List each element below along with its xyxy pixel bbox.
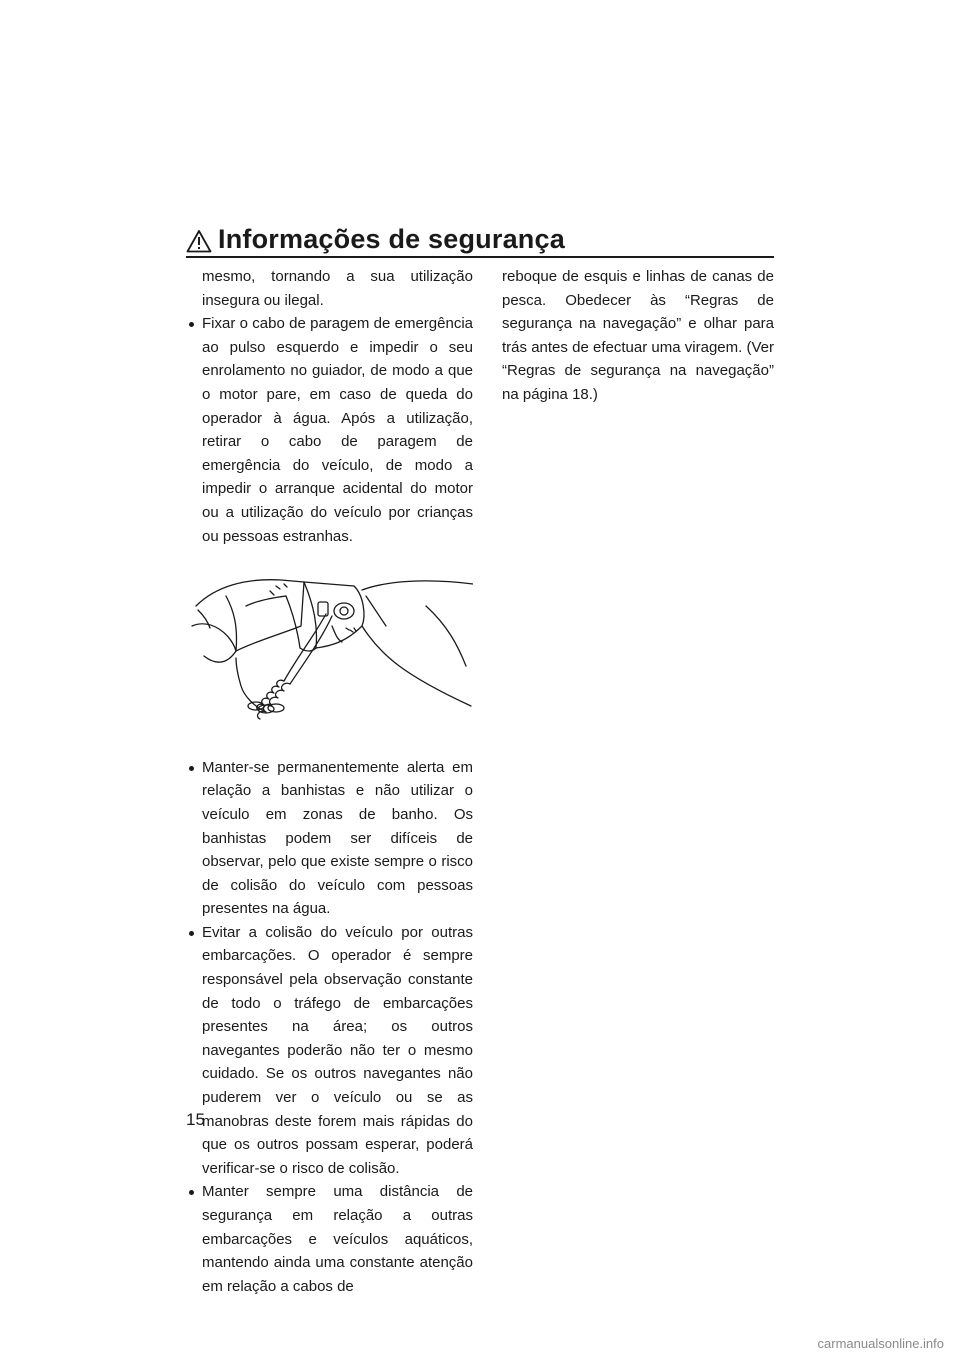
bullet-item-lanyard: Fixar o cabo de paragem de emergência ao pulso esquerdo e impedir o seu enrolamento no guiador, de modo a que o motor pare, em caso de queda do operador à água. Após a utilização, retirar o cabo de paragem de emergência do veículo, de modo a impedir o arranque acidental do motor ou a utilização do veículo por crianças ou pessoas estranhas.	[186, 312, 473, 548]
warning-triangle-icon	[186, 229, 212, 253]
wrist-lanyard-illustration	[186, 566, 473, 736]
page-title: Informações de segurança	[218, 224, 565, 254]
page-number: 15	[186, 1110, 205, 1129]
page-header	[186, 222, 774, 258]
paragraph-continuation-right: reboque de esquis e linhas de canas de pesca. Obedecer às “Regras de segurança na navegação” e olhar para trás antes de efectuar uma viragem. (Ver “Regras de segurança na navegação” na página 18.)	[502, 268, 774, 403]
left-column	[186, 265, 473, 1298]
paragraph-continuation: mesmo, tornando a sua utilização insegura ou ilegal.	[202, 268, 473, 309]
header-rule	[186, 256, 774, 258]
bullet-item-bathers: Manter-se permanentemente alerta em relação a banhistas e não utilizar o veículo em zonas de banho. Os banhistas podem ser difíceis de observar, pelo que existe sempre o risco de colisão do veículo com pessoas presentes na água.	[186, 756, 473, 921]
bullet-item-safe-distance: Manter sempre uma distância de segurança em relação a outras embarcações e veículos aquáticos, mantendo ainda uma constante atenção em relação a cabos de	[186, 1180, 473, 1298]
watermark: carmanualsonline.info	[817, 1336, 944, 1351]
right-column	[502, 265, 774, 407]
bullet-item-collision: Evitar a colisão do veículo por outras embarcações. O operador é sempre responsável pela observação constante de todo o tráfego de embarcações presentes na área; os outros navegantes poderão não ter o mesmo cuidado. Se os outros navegantes não puderem ver o veículo ou se as manobras deste forem mais rápidas do que os outros possam esperar, poderá verificar-se o risco de colisão.	[186, 921, 473, 1181]
